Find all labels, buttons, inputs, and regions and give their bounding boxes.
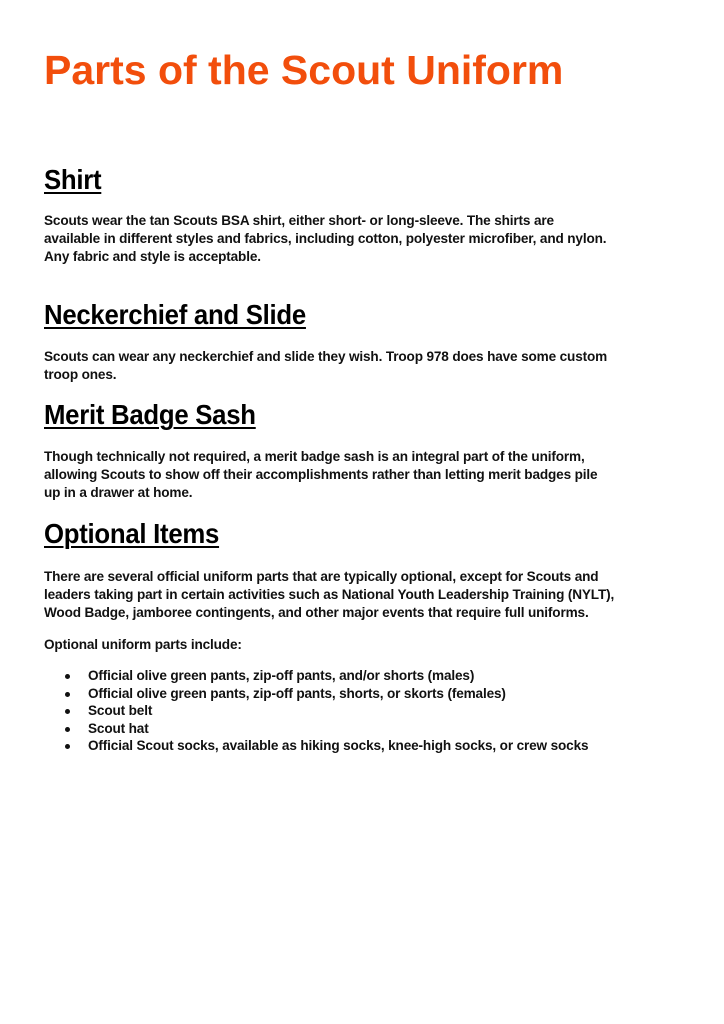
bullet-icon: [65, 727, 70, 732]
section-heading-merit-badge-sash: Merit Badge Sash: [44, 399, 256, 430]
text-line: There are several official uniform parts that are typically optional, except for Scouts and: [44, 569, 599, 584]
text-line: available in different styles and fabrics, including cotton, polyester microfiber, and nylon.: [44, 231, 607, 246]
list-item-text: Scout belt: [88, 703, 153, 718]
text-line: troop ones.: [44, 367, 117, 382]
text-line: Though technically not required, a merit badge sash is an integral part of the uniform,: [44, 449, 585, 464]
list-item-text: Official Scout socks, available as hiking socks, knee-high socks, or crew socks: [88, 738, 589, 753]
list-item-text: Scout hat: [88, 720, 149, 736]
list-item: [44, 702, 588, 720]
bullet-icon: [65, 692, 70, 697]
text-line: allowing Scouts to show off their accomplishments rather than letting merit badges pile: [44, 467, 598, 482]
list-item: [44, 737, 588, 755]
optional-parts-list: [44, 667, 588, 755]
text-line: up in a drawer at home.: [44, 485, 193, 500]
section-body-merit-badge-sash: [44, 448, 694, 502]
text-line: Wood Badge, jamboree contingents, and other major events that require full uniforms.: [44, 605, 589, 620]
list-item: [44, 720, 588, 738]
section-body-neckerchief: [44, 348, 694, 384]
section-body-shirt: [44, 212, 694, 266]
list-item: [44, 685, 588, 703]
text-line: Optional uniform parts include:: [44, 637, 242, 652]
text-line: Scouts can wear any neckerchief and slide they wish. Troop 978 does have some custom: [44, 349, 608, 364]
section-heading-neckerchief: Neckerchief and Slide: [44, 299, 306, 330]
text-line: Scouts wear the tan Scouts BSA shirt, either short- or long-sleeve. The shirts are: [44, 213, 554, 228]
optional-parts-intro: [44, 636, 694, 654]
list-item: [44, 667, 588, 685]
section-heading-shirt: Shirt: [44, 164, 102, 195]
text-line: leaders taking part in certain activities such as National Youth Leadership Training (NYLT),: [44, 587, 615, 602]
section-body-optional-items: [44, 568, 694, 622]
bullet-icon: [65, 709, 70, 714]
list-item-text: Official olive green pants, zip-off pants, and/or shorts (males): [88, 668, 475, 683]
bullet-icon: [65, 674, 70, 679]
section-heading-optional-items: Optional Items: [44, 518, 220, 549]
page-title: Parts of the Scout Uniform: [44, 47, 564, 93]
text-line: Any fabric and style is acceptable.: [44, 249, 261, 264]
list-item-text: Official olive green pants, zip-off pants, shorts, or skorts (females): [88, 685, 506, 701]
bullet-icon: [65, 744, 70, 749]
